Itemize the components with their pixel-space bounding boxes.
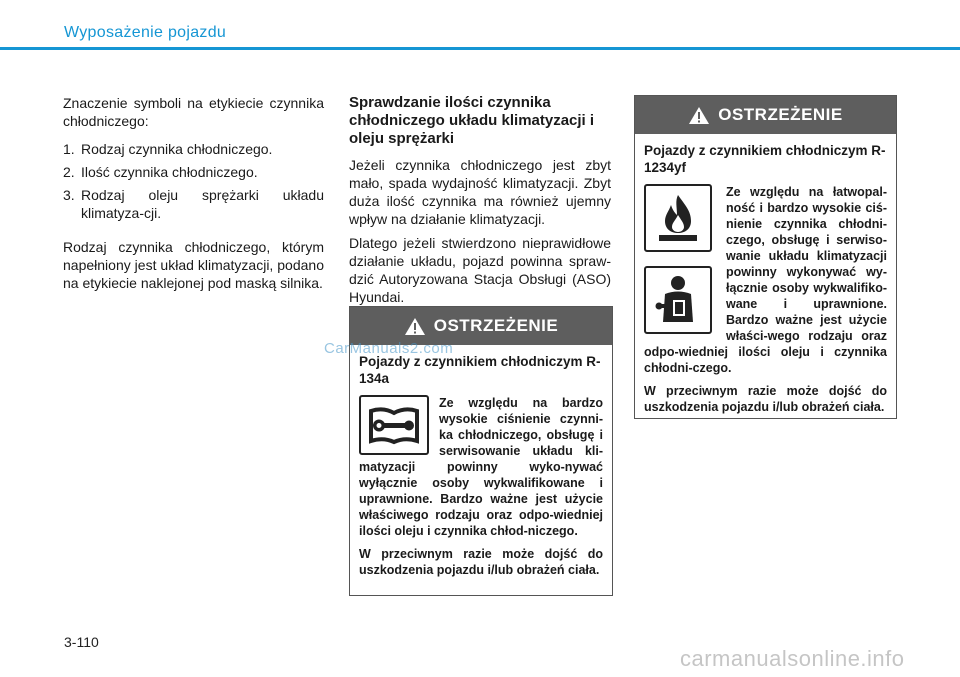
flammable-icon — [644, 184, 712, 252]
symbol-list — [63, 140, 324, 222]
warning-text: Ze względu na bardzo wysokie ciśnienie czynni-ka chłodniczego, obsługę i serwisowanie układu kli-matyzacji powinny wyko-nywać wyłącznie osoby wykwalifikowane i uprawnione. Bardzo ważne jest użycie właściwego rodzaju oraz odpo-wiedniej ilości oleju i czynnika chłod-niczego. — [359, 396, 603, 538]
section-title: Wyposażenie pojazdu — [64, 24, 227, 41]
body-paragraph-1: Jeżeli czynnika chłodniczego jest zbyt mało, spada wydajność klimatyzacji. Zbyt duża ilość czynnika ma również ujemny wpływ na działanie klimatyzacji. — [349, 157, 611, 227]
label-info-text: Rodzaj czynnika chłodniczego, którym napełniony jest układ klimatyzacji, podano na etykiecie naklejonej pod maską silnika. — [63, 239, 324, 291]
manual-wrench-icon — [359, 395, 429, 455]
warning-body — [635, 134, 896, 430]
warning-header — [635, 96, 896, 134]
body-paragraph-2: Dlatego jeżeli stwierdzono nieprawidłowe działanie układu, pojazd powinna spraw-dzić Autoryzowana Stacja Obsługi (ASO) Hyundai. — [349, 235, 611, 305]
warning-subtitle: Pojazdy z czynnikiem chłodniczym R-1234yf — [644, 143, 886, 175]
warning-triangle-icon — [404, 317, 426, 336]
section-heading: Sprawdzanie ilości czynnika chłodniczego układu klimatyzacji i oleju sprężarki — [349, 94, 595, 147]
technician-icon — [644, 266, 712, 334]
warning-text: Ze względu na łatwopal-ność i bardzo wysokie ciś-nienie czynnika chłodni-czego, obsługę i serwiso-wanie układu klimatyzacji powinny wykonywać wy-łącznie osoby wykwalifiko-wane i uprawnione. Bardzo ważne jest użycie właści-wego rodzaju oraz odpo-wiedniej ilości oleju i czynnika chłodni-czego. — [644, 185, 887, 375]
column-left — [63, 94, 324, 302]
warning-note: W przeciwnym razie może dojść do uszkodzenia pojazdu i/lub obrażeń ciała. — [359, 547, 603, 577]
warning-note: W przeciwnym razie może dojść do uszkodzenia pojazdu i/lub obrażeń ciała. — [644, 384, 887, 414]
list-item — [63, 163, 324, 181]
warning-title: OSTRZEŻENIE — [718, 105, 843, 124]
watermark-bottom: carmanualsonline.info — [680, 646, 905, 671]
list-item — [63, 186, 324, 222]
warning-title: OSTRZEŻENIE — [433, 316, 559, 335]
intro-text: Znaczenie symboli na etykiecie czynnika chłodniczego: — [63, 95, 324, 129]
warning-triangle-icon — [688, 106, 710, 125]
list-item-number: 3. — [63, 187, 75, 203]
column-middle — [349, 94, 611, 312]
list-item-text: Ilość czynnika chłodniczego. — [81, 164, 258, 180]
list-item-number: 1. — [63, 141, 75, 157]
warning-subtitle: Pojazdy z czynnikiem chłodniczym R-134a — [359, 354, 601, 386]
list-item — [63, 140, 324, 158]
warning-box-r1234yf — [634, 95, 897, 419]
list-item-text: Rodzaj oleju sprężarki układu klimatyza-cji. — [81, 187, 324, 221]
list-item-number: 2. — [63, 164, 75, 180]
warning-icons — [644, 184, 716, 334]
list-item-text: Rodzaj czynnika chłodniczego. — [81, 141, 273, 157]
warning-body — [350, 345, 612, 593]
watermark-top: CarManuals2.com — [324, 340, 454, 357]
page-number: 3-110 — [64, 634, 99, 650]
header-rule — [0, 47, 960, 50]
